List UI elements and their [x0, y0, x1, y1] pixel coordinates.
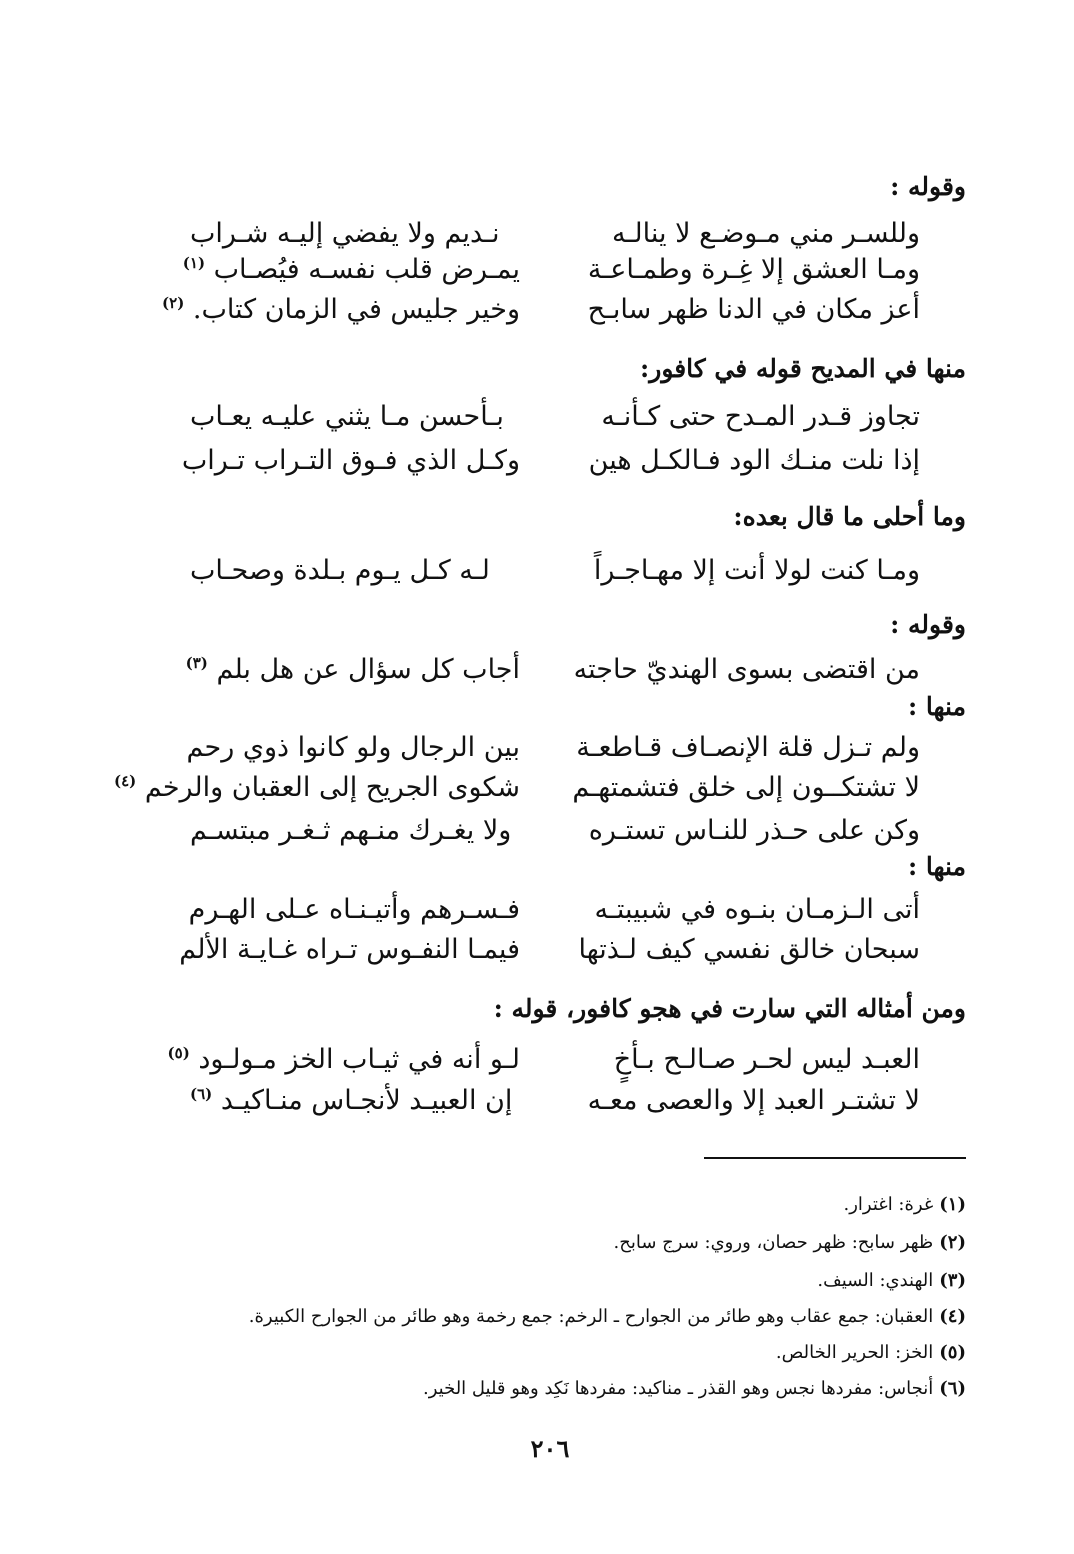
footnote-number: (٥) — [939, 1342, 966, 1363]
verse-first-hemistich: أعز مكان في الدنا ظهر سابـح — [587, 294, 920, 325]
hemistich-text: وخير جليس في الزمان كتاب. — [192, 294, 520, 325]
verse-first-hemistich: لا تشتـر العبد إلا والعصى معـه — [587, 1085, 920, 1116]
verse-second-hemistich — [190, 551, 520, 591]
verse-line — [190, 1081, 920, 1121]
verse-second-hemistich — [181, 441, 520, 481]
verse-first-hemistich: وكن على حـذر للنـاس تستـره — [588, 815, 920, 846]
verse-second-hemistich — [182, 250, 520, 290]
footnote-number: (٦) — [939, 1378, 966, 1399]
section-heading: ومن أمثاله التي سارت في هجو كافور، قوله : — [493, 994, 966, 1023]
verse-line — [186, 728, 920, 768]
footnote — [249, 1304, 966, 1330]
verse-line — [114, 768, 920, 808]
hemistich-text: بـأحسن مـا يثني عليـه يعـاب — [190, 401, 504, 432]
verse-line — [181, 441, 920, 481]
hemistich-text: وكـل الذي فـوق التـراب تـراب — [181, 445, 520, 476]
section-heading: منها : — [907, 692, 966, 721]
verse-second-hemistich — [190, 214, 520, 254]
footnote-number: (٣) — [939, 1270, 966, 1291]
verse-second-hemistich — [179, 930, 520, 970]
verse-line — [190, 890, 920, 930]
footnote-number: (١) — [939, 1194, 966, 1215]
footnote-text: ظهر سابح: ظهر حصان، وروي: سرج سابح. — [613, 1232, 934, 1253]
hemistich-text: ولا يغـرك منـهم ثـغـر مبتسـم — [190, 815, 512, 846]
hemistich-text: لـه كـل يـوم بـلدة وصحـاب — [190, 555, 490, 586]
footnote — [776, 1340, 966, 1366]
verse-line — [185, 650, 920, 690]
footnote — [817, 1268, 966, 1294]
hemistich-text: لـو أنه في ثيـاب الخز مـولـود — [198, 1044, 520, 1075]
hemistich-text: إن العبيـد لأنجـاس منـاكيـد — [220, 1085, 513, 1116]
footnote-text: غرة: اغترار. — [843, 1194, 934, 1215]
footnote-marker: (٦) — [190, 1085, 213, 1103]
section-heading: وما أحلى ما قال بعده: — [733, 502, 966, 531]
footnote — [844, 1192, 967, 1218]
verse-first-hemistich: إذا نلت منـك الود فـالكـل هين — [588, 445, 920, 476]
section-heading: وقوله : — [890, 172, 966, 201]
verse-first-hemistich: ومـا العشق إلا غِـرة وطمـاعـة — [587, 254, 920, 285]
verse-line — [162, 290, 920, 330]
verse-line — [190, 397, 920, 437]
verse-first-hemistich: العبـد ليس لحـر صـالـح بـأخٍ — [613, 1044, 920, 1075]
verse-second-hemistich — [190, 811, 520, 851]
footnote-marker: (٢) — [162, 294, 185, 312]
footnote — [423, 1376, 966, 1402]
hemistich-text: يمـرض قلب نفسـه فيُصـاب — [213, 254, 520, 285]
verse-line — [190, 214, 920, 254]
hemistich-text: أجاب كل سؤال عن هل بلم — [216, 654, 520, 685]
verse-first-hemistich: ولم تـزل قلة الإنصـاف قـاطعـة — [576, 732, 920, 763]
verse-first-hemistich: ومـا كنت لولا أنت إلا مهـاجـراً — [593, 555, 920, 586]
footnote — [614, 1230, 966, 1256]
hemistich-text: فـسـرهم وأتيـنـاه عـلى الهـرم — [188, 894, 520, 925]
section-heading: وقوله : — [890, 610, 966, 639]
footnote-separator — [704, 1157, 966, 1159]
page-number: ٢٠٦ — [530, 1434, 570, 1463]
hemistich-text: بين الرجال ولو كانوا ذوي رحم — [186, 732, 520, 763]
footnote-text: أنجاس: مفردها نجس وهو القذر ـ مناكيد: مفردها نَكِد وهو قليل الخير. — [422, 1378, 934, 1399]
verse-first-hemistich: لا تشتكــون إلى خلق فتشمتهـم — [572, 772, 920, 803]
verse-first-hemistich: وللسـر مني مـوضـع لا ينالـه — [612, 218, 920, 249]
verse-second-hemistich — [186, 728, 520, 768]
verse-line — [167, 1040, 920, 1080]
section-heading: منها : — [907, 852, 966, 881]
hemistich-text: فيمـا النفـوس تـراه غـايـة الألم — [179, 934, 520, 965]
footnote-marker: (٣) — [185, 654, 208, 672]
footnote-marker: (٤) — [114, 772, 137, 790]
verse-second-hemistich — [162, 290, 520, 330]
verse-first-hemistich: من اقتضى بسوى الهنديّ حاجته — [573, 654, 920, 685]
verse-first-hemistich: تجاوز قـدر المـدح حتى كـأنـه — [601, 401, 920, 432]
footnote-text: العقبان: جمع عقاب وهو طائر من الجوارح ـ الرخم: جمع رخمة وهو طائر من الجوارح الكبيرة. — [248, 1306, 934, 1327]
verse-second-hemistich — [190, 890, 520, 930]
verse-first-hemistich: سبحان خالق نفسي كيف لـذتها — [578, 934, 920, 965]
footnote-number: (٢) — [939, 1232, 966, 1253]
footnote-text: الهندي: السيف. — [817, 1270, 934, 1291]
verse-line — [190, 551, 920, 591]
verse-second-hemistich — [185, 650, 520, 690]
section-heading: منها في المديح قوله في كافور: — [640, 354, 966, 383]
verse-first-hemistich: أتى الـزمـان بنـوه في شبيبتـه — [594, 894, 920, 925]
verse-line — [182, 250, 920, 290]
verse-second-hemistich — [190, 1081, 520, 1121]
footnote-marker: (١) — [182, 254, 206, 272]
verse-second-hemistich — [114, 768, 520, 808]
hemistich-text: شكوى الجريح إلى العقبان والرخم — [144, 772, 520, 803]
footnote-text: الخز: الحرير الخالص. — [775, 1342, 934, 1363]
verse-line — [179, 930, 920, 970]
verse-line — [190, 811, 920, 851]
hemistich-text: نـديم ولا يفضي إليـه شـراب — [190, 218, 500, 249]
footnote-marker: (٥) — [167, 1044, 190, 1062]
footnote-number: (٤) — [939, 1306, 966, 1327]
verse-second-hemistich — [167, 1040, 520, 1080]
verse-second-hemistich — [190, 397, 520, 437]
